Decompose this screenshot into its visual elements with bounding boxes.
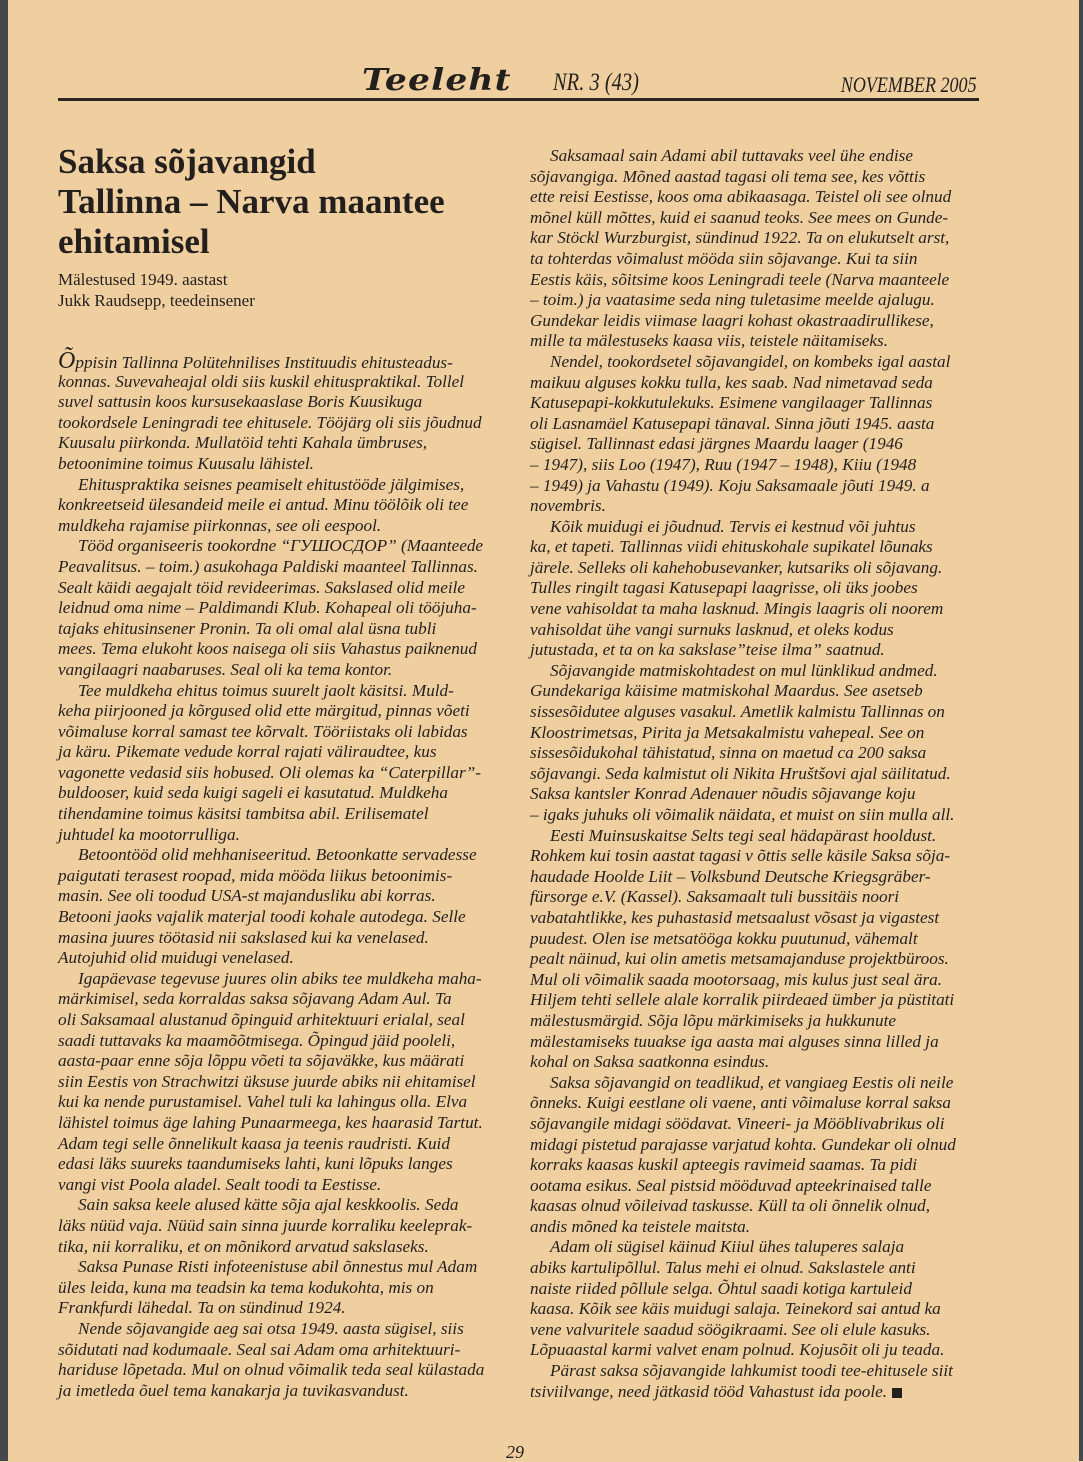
text-line <box>530 1299 975 1320</box>
text-line <box>530 331 975 352</box>
text-line-content: mälestamiseks tuuakse iga aasta mai alguses sinna lilled ja <box>530 1031 939 1051</box>
text-line <box>530 970 975 991</box>
text-line-content: Kloostrimetsas, Pirita ja Metsakalmistu vahepeal. See on <box>530 722 925 742</box>
article-byline <box>58 269 518 311</box>
text-line <box>58 372 508 393</box>
text-line-content: Nende sõjavangide aeg sai otsa 1949. aasta sügisel, siis <box>78 1318 464 1338</box>
text-line-content: sissesõidutee alguses vasakul. Ametlik kalmistu Tallinnas on <box>530 702 945 722</box>
text-line <box>58 783 508 804</box>
text-line <box>530 373 975 394</box>
text-line-content: korraks kaasas kuskil apteegis ravimeid saamas. Ta pidi <box>530 1155 918 1175</box>
text-line <box>530 1196 975 1217</box>
text-line-content: kui ka nende purustamisel. Vahel tuli ka lahingus olla. Elva <box>58 1092 468 1112</box>
text-line-content: ootama esikus. Seal pistsid mööduvad apteekrinaised talle <box>530 1175 932 1195</box>
text-line-content: Gundekariga käisime matmiskohal Maardus. See asetseb <box>530 681 923 701</box>
text-line-content: Betoontööd olid mehhaniseeritud. Betoonkatte servadesse <box>78 845 477 865</box>
article-subtitle: Mälestused 1949. aastast <box>58 270 228 289</box>
text-line <box>530 496 975 517</box>
text-line <box>58 742 508 763</box>
text-line <box>530 867 975 888</box>
text-line <box>58 516 508 537</box>
text-line-content: hariduse lõpetada. Mul on olnud võimalik teda seal külastada <box>58 1360 485 1380</box>
text-line <box>58 348 508 374</box>
text-line <box>58 763 508 784</box>
text-line-content: Mul oli võimalik saada mootorsaag, mis kulus just seal ära. <box>530 969 943 989</box>
text-line <box>58 495 508 516</box>
text-line-content: Hiljem tehti sellele alale korralik piirdeaed ümber ja püstitati <box>530 990 955 1010</box>
text-line-content: novembris. <box>530 496 606 516</box>
text-line <box>530 414 975 435</box>
text-line <box>530 908 975 929</box>
text-line-content: oli Lasnamäel Katusepapi tänaval. Sinna jõuti 1945. aasta <box>530 413 935 433</box>
text-line <box>530 537 975 558</box>
text-line <box>530 1032 975 1053</box>
text-line <box>58 1072 508 1093</box>
text-line <box>58 619 508 640</box>
text-line <box>58 454 508 475</box>
text-line <box>58 1154 508 1175</box>
text-line <box>58 1092 508 1113</box>
text-line <box>530 290 975 311</box>
text-line <box>530 1361 975 1382</box>
text-line-content: üles leida, kuna ma teadsin ka tema kodukohta, mis on <box>58 1277 434 1297</box>
text-line-content: midagi pistetud parajasse varjatud kohta. Gundekar oli olnud <box>530 1134 956 1154</box>
text-line <box>58 989 508 1010</box>
text-line <box>530 949 975 970</box>
text-line <box>530 187 975 208</box>
text-line <box>58 1381 508 1402</box>
text-line-content: sügisel. Tallinnast edasi järgnes Maardu laager (1946 <box>530 434 903 454</box>
text-line <box>58 1010 508 1031</box>
text-line-content: masin. See oli toodud USA-st majandusliku abi korras. <box>58 886 436 906</box>
text-line <box>530 640 975 661</box>
text-line-content: Nendel, tookordsetel sõjavangidel, on kombeks igal aastal <box>550 351 951 371</box>
text-line-content: aasta-paar enne sõja lõppu võeti ta sõjaväkke, kus määrati <box>58 1051 465 1071</box>
viewer-left-edge <box>0 0 8 1461</box>
text-line-content: siin Eestis von Strachwitzi üksuse juurde abiks nii ehitamisel <box>58 1071 476 1091</box>
text-line <box>530 208 975 229</box>
text-line-content: pealt näinud, kui olin ametis metsamajanduse projektbüroos. <box>530 949 949 969</box>
text-line <box>58 825 508 846</box>
text-line-content: Autojuhid olid muidugi venelased. <box>58 948 294 968</box>
article-title-line: Tallinna – Narva maantee <box>58 182 445 221</box>
text-line-content: Peavalitsus. – toim.) asukohaga Paldiski maanteel Tallinnas. <box>58 556 478 576</box>
text-line <box>58 475 508 496</box>
text-line-content: Tee muldkeha ehitus toimus suurelt jaolt käsitsi. Muld- <box>78 680 454 700</box>
text-line <box>530 476 975 497</box>
text-line <box>530 805 975 826</box>
right-text-column <box>530 146 975 1402</box>
text-line-content: fürsorge e.V. (Kassel). Saksamaalt tuli bussitäis noori <box>530 887 900 907</box>
text-line <box>58 845 508 866</box>
text-line-content: jutustada, et ta on ka sakslase”teise ilma” saatnud. <box>530 640 885 660</box>
text-line <box>58 1195 508 1216</box>
text-line-content: vangilaagri naabaruses. Seal oli ka tema kontor. <box>58 659 393 679</box>
text-line <box>530 1135 975 1156</box>
text-line-content: Tööd organiseeris tookordne “ГУШОСДОР” (Maanteede <box>78 536 484 556</box>
text-line-content: Saksa kantsler Konrad Adenauer nõudis sõjavange koju <box>530 784 916 804</box>
text-line-content: Ehituspraktika seisnes peamiselt ehitustööde jälgimises, <box>78 474 465 494</box>
text-line <box>58 1360 508 1381</box>
text-line-content: ka, et tapeti. Tallinnas viidi ehituskohale supikatel lõunaks <box>530 537 933 557</box>
text-line-content: Frankfurdi lähedal. Ta on sündinud 1924. <box>58 1298 346 1318</box>
text-line-content: sõidutati nad kodumaale. Seal sai Adam oma arhitektuuri- <box>58 1339 461 1359</box>
text-line-content: leidnud oma nime – Paldimandi Klub. Kohapeal oli tööjuha- <box>58 598 477 618</box>
text-line-content: tsiviilvange, need jätkasid tööd Vahastust ida poole. <box>530 1381 888 1401</box>
text-line-content: tika, nii korraliku, et on mõnikord arvatud sakslaseks. <box>58 1236 429 1256</box>
text-line <box>530 1382 975 1403</box>
text-line <box>530 434 975 455</box>
text-line <box>58 907 508 928</box>
text-line <box>58 1113 508 1134</box>
text-line <box>530 620 975 641</box>
text-line <box>530 455 975 476</box>
text-line <box>530 661 975 682</box>
text-line <box>530 1052 975 1073</box>
text-line <box>58 1134 508 1155</box>
text-line <box>530 228 975 249</box>
text-line <box>530 1114 975 1135</box>
drop-cap: Õ <box>58 348 76 374</box>
text-line-content: keha piirjooned ja kõrgused olid ette märgitud, pinnas võeti <box>58 701 470 721</box>
text-line-content: sissesõidukohal tähistatud, sinna on maetud ca 200 saksa <box>530 743 927 763</box>
text-line-content: Sain saksa keele alused kätte sõja ajal keskkoolis. Seda <box>78 1195 459 1215</box>
text-line <box>58 886 508 907</box>
text-line <box>58 1319 508 1340</box>
text-line <box>58 557 508 578</box>
issue-number: NR. 3 (43) <box>553 69 639 96</box>
text-line <box>530 743 975 764</box>
article-title <box>58 142 518 262</box>
text-line <box>58 1298 508 1319</box>
text-line <box>58 701 508 722</box>
text-line-content: kaasas olnud võileivad taskusse. Küll ta oli õnnelik olnud, <box>530 1196 931 1216</box>
text-line <box>58 433 508 454</box>
text-line <box>530 1011 975 1032</box>
text-line <box>58 969 508 990</box>
text-line <box>58 866 508 887</box>
text-line <box>58 392 508 413</box>
text-line <box>530 846 975 867</box>
text-line-content: konkreetseid ülesandeid meile ei antud. Minu töölõik oli tee <box>58 495 469 515</box>
text-line <box>530 990 975 1011</box>
text-line-content: oli Saksamaal alustanud õpinguid arhitektuuri erialal, seal <box>58 1010 465 1029</box>
text-line <box>530 929 975 950</box>
text-line-content: Eestis käis, sõitsime koos Leningradi teele (Narva maanteele <box>530 269 950 289</box>
text-line <box>58 1216 508 1237</box>
left-text-column <box>58 348 508 1401</box>
text-line-content: mälestusmärgid. Sõja lõpu märkimiseks ja hukkunute <box>530 1010 896 1030</box>
text-line-content: edasi läks suureks taandumiseks lahti, kuni lõpuks langes <box>58 1154 453 1174</box>
text-line <box>530 723 975 744</box>
text-line-content: – 1947), siis Loo (1947), Ruu (1947 – 1948), Kiiu (1948 <box>530 454 917 474</box>
text-line-content: võimaluse korral samast tee kõrvalt. Tööriistaks oli labidas <box>58 721 468 741</box>
text-line <box>58 660 508 681</box>
text-line-content: abiks kartulipõllul. Talus mehi ei olnud. Sakslastele anti <box>530 1258 916 1278</box>
text-line-content: Betooni jaoks vajalik materjal toodi kohale autodega. Selle <box>58 907 466 927</box>
text-line <box>530 784 975 805</box>
text-line-content: vahisoldat ühe vangi surnuks lasknud, et oleks kodus <box>530 619 894 639</box>
text-line-content: – igaks juhuks oli võimalik näidata, et muist on siin mulla all. <box>530 805 955 824</box>
text-line-content: andis mõned ka teistele maitsta. <box>530 1216 751 1236</box>
publication-title: Teeleht <box>362 63 512 98</box>
text-line <box>58 1051 508 1072</box>
masthead <box>58 62 979 101</box>
text-line-content: Kuusalu piirkonda. Mullatöid tehti Kahala ümbruses, <box>58 433 428 453</box>
text-line-content: mees. Tema elukoht koos naisega oli siis Vahastus paiknenud <box>58 639 477 659</box>
text-line-content: Saksa sõjavangid on teadlikud, et vangiaeg Eestis oli neile <box>550 1072 954 1092</box>
text-line-content: Rohkem kui tosin aastat tagasi v õttis selle käsile Saksa sõja- <box>530 846 951 866</box>
text-line <box>530 1237 975 1258</box>
text-line-content: vene vahisoldat ta maha lasknud. Mingis laagris oli noorem <box>530 599 944 619</box>
text-line <box>530 1340 975 1361</box>
text-line-content: paigutati terasest roopad, mida mööda liikus betoonimis- <box>58 865 453 885</box>
text-line <box>58 578 508 599</box>
text-line-content: konnas. Suvevaheajal oldi siis kuskil ehituspraktikal. Tollel <box>58 371 465 391</box>
text-line <box>58 928 508 949</box>
text-line <box>530 558 975 579</box>
text-line <box>530 578 975 599</box>
text-line-content: vene valvuritele saadud söögikraami. See oli elule kasuks. <box>530 1319 931 1339</box>
text-line-content: lähistel toimus äge lahing Punaarmeega, kes haarasid Tartut. <box>58 1112 483 1132</box>
text-line <box>530 270 975 291</box>
text-line-content: vabatahtlikke, kes puhastasid metsaalust võsast ja vigastest <box>530 907 940 927</box>
text-line <box>530 887 975 908</box>
text-line-content: sõjavangile midagi söödavat. Vineeri- ja Mööblivabrikus oli <box>530 1113 945 1133</box>
text-line-content: suvel sattusin koos kursusekaaslase Boris Kuusikuga <box>58 392 423 412</box>
text-line-content: tajaks ehitusinsener Pronin. Ta oli omal alal üsna tubli <box>58 618 437 638</box>
text-line <box>58 1278 508 1299</box>
text-line <box>58 1031 508 1052</box>
text-line <box>58 1257 508 1278</box>
text-line <box>530 517 975 538</box>
text-line <box>530 1176 975 1197</box>
text-line-content: kohal on Saksa saatkonna esindus. <box>530 1052 770 1072</box>
text-line-content: Eesti Muinsuskaitse Selts tegi seal hädapärast hooldust. <box>550 825 937 845</box>
page-number: 29 <box>506 1442 524 1462</box>
text-line-content: saadi tuttavaks ka maamõõtmisega. Õpingud jäid pooleli, <box>58 1030 456 1050</box>
text-line <box>58 536 508 557</box>
text-line-content: tookordsele Leningradi tee ehitusele. Tööjärg oli siis jõudnud <box>58 412 482 432</box>
article-author: Jukk Raudsepp, teedeinsener <box>58 291 255 310</box>
text-line-content: Lõpuaastal karmi valvet enam polnud. Kojusõit oli ju teada. <box>530 1340 945 1360</box>
text-line-content: läks nüüd vaja. Nüüd sain sinna juurde korraliku keeleprak- <box>58 1215 473 1235</box>
viewer-right-edge <box>1079 0 1083 1461</box>
text-line <box>530 1258 975 1279</box>
text-line-content: – toim.) ja vaatasime seda ning tuletasime meelde ajalugu. <box>530 290 935 310</box>
text-line-content: Gundekar leidis viimase laagri kohast okastraadirullikese, <box>530 310 934 330</box>
text-line <box>58 1175 508 1196</box>
text-line <box>530 146 975 167</box>
text-line-content: ette reisi Eestisse, koos oma abikaasaga. Teistel oli see olnud <box>530 187 952 207</box>
text-line-content: Tulles ringilt tagasi Katusepapi laagrisse, oli üks joobes <box>530 578 918 598</box>
text-line <box>530 1155 975 1176</box>
text-line-content: maikuu alguses kokku tulla, kes saab. Nad nimetavad seda <box>530 372 933 392</box>
text-line <box>58 948 508 969</box>
text-line <box>530 1073 975 1094</box>
text-line <box>58 722 508 743</box>
text-line <box>58 1237 508 1258</box>
text-line <box>58 1340 508 1361</box>
text-line <box>58 639 508 660</box>
text-line-content: Saksamaal sain Adami abil tuttavaks veel ühe endise <box>550 146 913 165</box>
text-line <box>530 1093 975 1114</box>
text-line <box>530 826 975 847</box>
text-line-content: Adam tegi selle õnnelikult kaasa ja teenis raudristi. Kuid <box>58 1133 450 1153</box>
text-line-content: juhtudel ka mootorrulliga. <box>58 824 240 844</box>
text-line-content: Adam oli sügisel käinud Kiiul ühes taluperes salaja <box>550 1237 905 1257</box>
text-line <box>58 413 508 434</box>
text-line-content: kaasa. Kõik see käis muidugi salaja. Teinekord sai antud ka <box>530 1299 941 1319</box>
text-line-content: mille ta mälestuseks kaasa viis, teistele näitamiseks. <box>530 331 889 351</box>
text-line <box>530 702 975 723</box>
article-title-line: Saksa sõjavangid <box>58 142 316 181</box>
text-line <box>58 681 508 702</box>
text-line <box>530 249 975 270</box>
text-line <box>530 393 975 414</box>
text-line-content: õnneks. Kuigi eestlane oli vaene, anti võimaluse korral saksa <box>530 1093 952 1113</box>
text-line-content: Katusepapi-kokkutulekuks. Esimene vangilaager Tallinnas <box>530 393 933 413</box>
issue-date: NOVEMBER 2005 <box>841 72 977 97</box>
text-line-content: märkimisel, seda korraldas saksa sõjavang Adam Aul. Ta <box>58 989 452 1009</box>
text-line-content: kar Stöckl Wurzburgist, sündinud 1922. Ta on elukutselt arst, <box>530 228 950 248</box>
text-line-content: vagonette vedasid siis hobused. Oli olemas ka “Caterpillar”- <box>58 762 481 782</box>
text-line <box>58 598 508 619</box>
text-line-content: puudest. Olen ise metsatööga kokku puutunud, vähemalt <box>530 928 918 948</box>
text-line-content: ja käru. Pikemate vedude korral rajati väliraudtee, kus <box>58 742 437 762</box>
text-line-content: Igapäevase tegevuse juures olin abiks tee muldkeha maha- <box>78 968 482 988</box>
text-line-content: vangi vist Poola aladel. Sealt toodi ta Eestisse. <box>58 1174 382 1194</box>
text-line-content: järele. Selleks oli kahehobusevanker, kutsariks oli sõjavang. <box>530 557 943 577</box>
text-line <box>530 681 975 702</box>
text-line-content: Pärast saksa sõjavangide lahkumist toodi tee-ehitusele siit <box>550 1361 953 1381</box>
text-line <box>530 167 975 188</box>
text-line-content: masina juures töötasid nii sakslased kui ka venelased. <box>58 927 429 947</box>
text-line <box>58 804 508 825</box>
article-title-line: ehitamisel <box>58 222 210 261</box>
text-line-content: buldooser, kuid seda kuigi sageli ei kasutatud. Muldkeha <box>58 783 448 803</box>
text-line <box>530 352 975 373</box>
text-line-content: Saksa Punase Risti infoteenistuse abil õnnestus mul Adam <box>78 1257 478 1277</box>
text-line <box>530 311 975 332</box>
text-line-content: Kõik muidugi ei jõudnud. Tervis ei kestnud või juhtus <box>550 516 916 536</box>
text-line-content: Sealt käidi aegajalt töid revideerimas. Sakslased olid meile <box>58 577 466 597</box>
text-line-content: betoonimine toimus Kuusalu lähistel. <box>58 453 314 473</box>
text-line-content: haudade Hoolde Liit – Volksbund Deutsche Kriegsgräber- <box>530 866 931 886</box>
text-line <box>530 1217 975 1238</box>
text-line-content: ppisin Tallinna Polütehnilises Instituudis ehitusteadus- <box>75 353 453 372</box>
text-line-content: muldkeha rajamise piirkonnas, see oli eespool. <box>58 515 382 535</box>
text-line <box>530 599 975 620</box>
text-line <box>530 1320 975 1341</box>
text-line-content: sõjavangiga. Mõned aastad tagasi oli tema see, kes võttis <box>530 166 926 186</box>
text-line-content: ja imetleda õuel tema kanakarja ja tuvikasvandust. <box>58 1380 409 1400</box>
text-line-content: mõnel küll mõttes, kuid ei saanud teoks. See mees on Gunde- <box>530 207 949 227</box>
text-line <box>530 1279 975 1300</box>
text-line <box>530 764 975 785</box>
text-line-content: ta tohterdas võimalust mööda siin sõjavange. Kui ta siin <box>530 248 918 268</box>
text-line-content: Sõjavangide matmiskohtadest on mul lünklikud andmed. <box>550 660 938 680</box>
text-line-content: sõjavangi. Seda kalmistut oli Nikita Hruštšovi ajal säilitatud. <box>530 763 951 783</box>
text-line-content: tihendamine toimus käsitsi tambitsa abil. Erilisematel <box>58 804 429 824</box>
text-line-content: naiste riided põllule selga. Õhtul saadi kotiga kartuleid <box>530 1278 912 1298</box>
text-line-content: – 1949) ja Vahastu (1949). Koju Saksamaale jõuti 1949. a <box>530 475 930 495</box>
article-end-square-icon <box>892 1388 902 1398</box>
